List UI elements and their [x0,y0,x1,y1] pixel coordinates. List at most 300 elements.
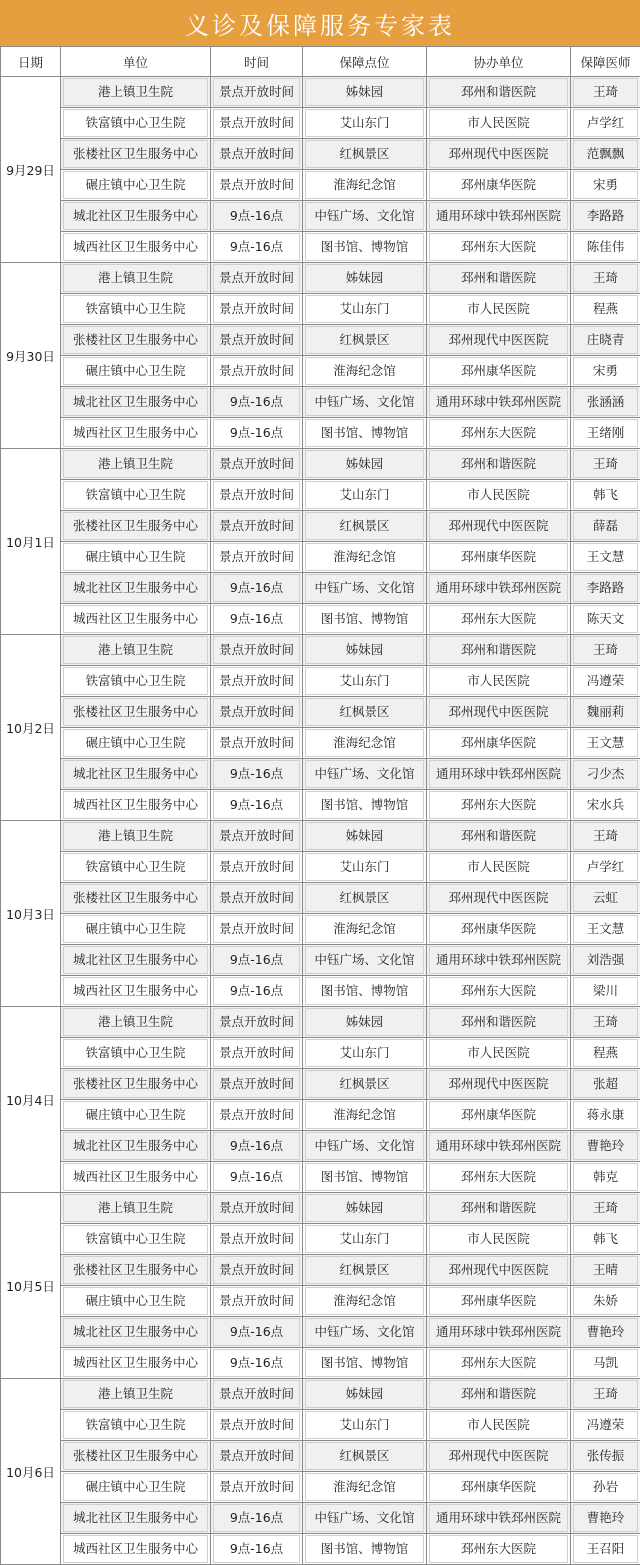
unit-cell-text: 城北社区卫生服务中心 [63,574,208,602]
partner-cell-text: 邳州和谐医院 [429,450,568,478]
time-cell-text: 景点开放时间 [213,512,300,540]
partner-cell [427,1348,571,1379]
time-cell-text: 景点开放时间 [213,171,300,199]
doctor-cell [571,635,640,666]
unit-cell [61,1379,211,1410]
partner-cell [427,1441,571,1472]
location-cell-text: 淮海纪念馆 [305,171,424,199]
unit-cell-text: 碾庄镇中心卫生院 [63,729,208,757]
doctor-cell-text: 魏丽莉 [573,698,638,726]
time-cell [211,759,303,790]
partner-cell [427,1472,571,1503]
table-row [1,821,640,852]
doctor-cell-text: 程燕 [573,295,638,323]
unit-cell-text: 城西社区卫生服务中心 [63,1535,208,1563]
doctor-cell [571,1379,640,1410]
unit-cell-text: 城北社区卫生服务中心 [63,760,208,788]
unit-cell [61,945,211,976]
location-cell-text: 红枫景区 [305,884,424,912]
doctor-cell [571,1286,640,1317]
unit-cell [61,232,211,263]
unit-cell [61,1131,211,1162]
unit-cell [61,573,211,604]
table-row [1,666,640,697]
location-cell-text: 淮海纪念馆 [305,357,424,385]
unit-cell-text: 碾庄镇中心卫生院 [63,543,208,571]
time-cell-text: 景点开放时间 [213,140,300,168]
location-cell-text: 图书馆、博物馆 [305,1535,424,1563]
partner-cell [427,170,571,201]
unit-cell [61,1038,211,1069]
partner-cell [427,232,571,263]
time-cell [211,604,303,635]
location-cell-text: 姊妹园 [305,1194,424,1222]
location-cell [303,604,427,635]
unit-cell [61,418,211,449]
doctor-cell-text: 冯遵荣 [573,1411,638,1439]
unit-cell [61,1100,211,1131]
location-cell-text: 淮海纪念馆 [305,915,424,943]
partner-cell [427,77,571,108]
time-cell [211,728,303,759]
doctor-cell-text: 陈天文 [573,605,638,633]
unit-cell [61,728,211,759]
unit-cell [61,511,211,542]
location-cell [303,790,427,821]
unit-cell [61,263,211,294]
time-cell [211,573,303,604]
time-cell [211,790,303,821]
partner-cell [427,511,571,542]
doctor-cell [571,542,640,573]
location-cell [303,139,427,170]
time-cell [211,449,303,480]
table-row [1,356,640,387]
partner-cell-text: 市人民医院 [429,1225,568,1253]
location-cell-text: 艾山东门 [305,109,424,137]
unit-cell-text: 港上镇卫生院 [63,1380,208,1408]
partner-cell-text: 邳州东大医院 [429,419,568,447]
partner-cell-text: 邳州现代中医医院 [429,884,568,912]
time-cell-text: 景点开放时间 [213,1411,300,1439]
time-cell [211,1472,303,1503]
partner-cell-text: 通用环球中铁邳州医院 [429,202,568,230]
doctor-cell [571,1007,640,1038]
location-cell [303,945,427,976]
location-cell [303,1441,427,1472]
doctor-cell [571,201,640,232]
location-cell [303,821,427,852]
schedule-body [1,77,640,1565]
schedule-table [0,46,640,1565]
doctor-cell [571,1348,640,1379]
unit-cell [61,1441,211,1472]
doctor-cell-text: 王晴 [573,1256,638,1284]
page-title: 义诊及保障服务专家表 [0,0,640,46]
partner-cell-text: 邳州现代中医医院 [429,512,568,540]
doctor-cell [571,1472,640,1503]
partner-cell [427,1286,571,1317]
partner-cell [427,728,571,759]
unit-cell-text: 城北社区卫生服务中心 [63,1132,208,1160]
partner-cell-text: 通用环球中铁邳州医院 [429,1318,568,1346]
location-cell-text: 艾山东门 [305,1225,424,1253]
partner-cell [427,1162,571,1193]
table-row [1,759,640,790]
location-cell [303,449,427,480]
time-cell-text: 景点开放时间 [213,357,300,385]
unit-cell-text: 城西社区卫生服务中心 [63,1163,208,1191]
unit-cell [61,1503,211,1534]
location-cell-text: 红枫景区 [305,1442,424,1470]
unit-cell-text: 张楼社区卫生服务中心 [63,1442,208,1470]
partner-cell [427,1255,571,1286]
doctor-cell [571,263,640,294]
time-cell-text: 9点-16点 [213,1535,300,1563]
time-cell-text: 9点-16点 [213,233,300,261]
date-cell: 9月30日 [1,263,61,449]
partner-cell [427,1038,571,1069]
time-cell-text: 景点开放时间 [213,915,300,943]
time-cell-text: 景点开放时间 [213,729,300,757]
partner-cell-text: 通用环球中铁邳州医院 [429,946,568,974]
location-cell-text: 中钰广场、文化馆 [305,1318,424,1346]
table-row [1,1255,640,1286]
unit-cell [61,1193,211,1224]
partner-cell [427,139,571,170]
time-cell [211,883,303,914]
location-cell [303,759,427,790]
table-row [1,1534,640,1565]
unit-cell-text: 城西社区卫生服务中心 [63,233,208,261]
time-cell-text: 景点开放时间 [213,295,300,323]
partner-cell-text: 邳州现代中医医院 [429,1256,568,1284]
time-cell-text: 9点-16点 [213,1318,300,1346]
unit-cell-text: 铁富镇中心卫生院 [63,667,208,695]
partner-cell-text: 市人民医院 [429,853,568,881]
table-row [1,1193,640,1224]
unit-cell-text: 铁富镇中心卫生院 [63,1411,208,1439]
doctor-cell-text: 曹艳玲 [573,1318,638,1346]
unit-cell [61,1069,211,1100]
doctor-cell-text: 王琦 [573,636,638,664]
time-cell [211,1100,303,1131]
date-cell: 10月4日 [1,1007,61,1193]
location-cell-text: 图书馆、博物馆 [305,977,424,1005]
unit-cell [61,852,211,883]
time-cell-text: 景点开放时间 [213,450,300,478]
time-cell-text: 9点-16点 [213,1132,300,1160]
unit-cell-text: 铁富镇中心卫生院 [63,853,208,881]
unit-cell [61,1534,211,1565]
unit-cell-text: 城北社区卫生服务中心 [63,946,208,974]
location-cell [303,666,427,697]
location-cell [303,1472,427,1503]
doctor-cell-text: 韩克 [573,1163,638,1191]
unit-cell-text: 城西社区卫生服务中心 [63,977,208,1005]
time-cell-text: 9点-16点 [213,1504,300,1532]
table-row [1,728,640,759]
location-cell-text: 姊妹园 [305,1008,424,1036]
partner-cell-text: 市人民医院 [429,1411,568,1439]
doctor-cell [571,821,640,852]
table-row [1,139,640,170]
doctor-cell-text: 王文慧 [573,543,638,571]
partner-cell-text: 邳州东大医院 [429,1163,568,1191]
partner-cell-text: 邳州和谐医院 [429,1008,568,1036]
unit-cell-text: 碾庄镇中心卫生院 [63,357,208,385]
unit-cell [61,139,211,170]
unit-cell [61,697,211,728]
table-row [1,945,640,976]
time-cell-text: 景点开放时间 [213,1442,300,1470]
location-cell [303,1534,427,1565]
time-cell-text: 景点开放时间 [213,1473,300,1501]
partner-cell [427,759,571,790]
doctor-cell-text: 宋勇 [573,171,638,199]
time-cell [211,945,303,976]
partner-cell [427,666,571,697]
time-cell [211,387,303,418]
unit-cell [61,449,211,480]
location-cell-text: 淮海纪念馆 [305,1473,424,1501]
doctor-cell [571,573,640,604]
table-row [1,511,640,542]
partner-cell [427,883,571,914]
header-date: 日期 [1,47,61,77]
unit-cell [61,325,211,356]
location-cell [303,294,427,325]
header-doctor: 保障医师 [571,47,640,77]
location-cell [303,573,427,604]
location-cell [303,356,427,387]
unit-cell-text: 碾庄镇中心卫生院 [63,1287,208,1315]
time-cell [211,635,303,666]
doctor-cell-text: 程燕 [573,1039,638,1067]
partner-cell-text: 邳州康华医院 [429,357,568,385]
time-cell [211,1162,303,1193]
partner-cell-text: 市人民医院 [429,1039,568,1067]
time-cell [211,1286,303,1317]
doctor-cell [571,1317,640,1348]
location-cell-text: 红枫景区 [305,1256,424,1284]
unit-cell [61,883,211,914]
location-cell-text: 中钰广场、文化馆 [305,574,424,602]
table-row [1,914,640,945]
doctor-cell-text: 王琦 [573,1194,638,1222]
time-cell-text: 景点开放时间 [213,1287,300,1315]
location-cell-text: 姊妹园 [305,450,424,478]
location-cell [303,1007,427,1038]
unit-cell-text: 城西社区卫生服务中心 [63,605,208,633]
unit-cell-text: 张楼社区卫生服务中心 [63,1256,208,1284]
location-cell-text: 中钰广场、文化馆 [305,946,424,974]
partner-cell-text: 邳州康华医院 [429,1287,568,1315]
unit-cell [61,1472,211,1503]
location-cell [303,1069,427,1100]
time-cell-text: 9点-16点 [213,605,300,633]
table-row [1,1100,640,1131]
unit-cell-text: 张楼社区卫生服务中心 [63,1070,208,1098]
doctor-cell-text: 庄晓青 [573,326,638,354]
unit-cell-text: 张楼社区卫生服务中心 [63,512,208,540]
doctor-cell [571,1131,640,1162]
partner-cell [427,914,571,945]
partner-cell [427,263,571,294]
date-cell: 10月1日 [1,449,61,635]
time-cell-text: 9点-16点 [213,202,300,230]
time-cell [211,108,303,139]
partner-cell-text: 邳州东大医院 [429,233,568,261]
partner-cell-text: 市人民医院 [429,295,568,323]
unit-cell [61,1348,211,1379]
unit-cell-text: 铁富镇中心卫生院 [63,1039,208,1067]
doctor-cell-text: 李路路 [573,574,638,602]
unit-cell [61,1162,211,1193]
header-time: 时间 [211,47,303,77]
partner-cell [427,480,571,511]
partner-cell-text: 邳州东大医院 [429,605,568,633]
partner-cell [427,325,571,356]
unit-cell-text: 港上镇卫生院 [63,1008,208,1036]
time-cell [211,852,303,883]
partner-cell [427,108,571,139]
unit-cell-text: 港上镇卫生院 [63,636,208,664]
unit-cell-text: 港上镇卫生院 [63,450,208,478]
unit-cell [61,759,211,790]
doctor-cell [571,480,640,511]
unit-cell [61,542,211,573]
time-cell-text: 9点-16点 [213,388,300,416]
doctor-cell [571,604,640,635]
partner-cell [427,1224,571,1255]
partner-cell-text: 邳州东大医院 [429,791,568,819]
time-cell [211,1007,303,1038]
unit-cell-text: 铁富镇中心卫生院 [63,1225,208,1253]
partner-cell-text: 通用环球中铁邳州医院 [429,574,568,602]
partner-cell [427,387,571,418]
partner-cell-text: 邳州康华医院 [429,543,568,571]
table-row [1,232,640,263]
table-row [1,852,640,883]
doctor-cell [571,1441,640,1472]
doctor-cell-text: 云虹 [573,884,638,912]
doctor-cell-text: 王琦 [573,1380,638,1408]
unit-cell [61,1255,211,1286]
time-cell [211,542,303,573]
doctor-cell [571,1255,640,1286]
partner-cell-text: 邳州和谐医院 [429,1380,568,1408]
partner-cell [427,945,571,976]
time-cell-text: 景点开放时间 [213,884,300,912]
location-cell [303,1224,427,1255]
table-row [1,1348,640,1379]
unit-cell [61,976,211,1007]
location-cell-text: 艾山东门 [305,481,424,509]
time-cell-text: 景点开放时间 [213,1256,300,1284]
partner-cell-text: 邳州现代中医医院 [429,1442,568,1470]
table-row [1,77,640,108]
partner-cell-text: 市人民医院 [429,667,568,695]
location-cell-text: 红枫景区 [305,326,424,354]
partner-cell-text: 邳州东大医院 [429,977,568,1005]
doctor-cell-text: 韩飞 [573,1225,638,1253]
doctor-cell [571,666,640,697]
location-cell [303,480,427,511]
location-cell [303,108,427,139]
time-cell [211,1255,303,1286]
doctor-cell [571,1503,640,1534]
time-cell [211,697,303,728]
unit-cell-text: 港上镇卫生院 [63,78,208,106]
table-row [1,1069,640,1100]
location-cell-text: 图书馆、博物馆 [305,1349,424,1377]
location-cell [303,1131,427,1162]
doctor-cell-text: 张超 [573,1070,638,1098]
time-cell-text: 景点开放时间 [213,1101,300,1129]
doctor-cell [571,976,640,1007]
time-cell-text: 景点开放时间 [213,78,300,106]
time-cell [211,356,303,387]
partner-cell [427,976,571,1007]
unit-cell-text: 碾庄镇中心卫生院 [63,915,208,943]
time-cell-text: 景点开放时间 [213,1380,300,1408]
time-cell-text: 9点-16点 [213,574,300,602]
time-cell-text: 景点开放时间 [213,481,300,509]
partner-cell [427,821,571,852]
time-cell-text: 景点开放时间 [213,698,300,726]
doctor-cell [571,232,640,263]
time-cell [211,77,303,108]
location-cell [303,511,427,542]
time-cell [211,666,303,697]
time-cell [211,1503,303,1534]
partner-cell-text: 邳州康华医院 [429,915,568,943]
doctor-cell [571,449,640,480]
unit-cell [61,666,211,697]
location-cell [303,1503,427,1534]
date-cell: 10月5日 [1,1193,61,1379]
unit-cell-text: 张楼社区卫生服务中心 [63,884,208,912]
time-cell-text: 9点-16点 [213,1163,300,1191]
location-cell [303,635,427,666]
time-cell-text: 景点开放时间 [213,543,300,571]
location-cell-text: 艾山东门 [305,1039,424,1067]
table-row [1,697,640,728]
location-cell [303,728,427,759]
doctor-cell-text: 卢学红 [573,109,638,137]
partner-cell [427,1007,571,1038]
location-cell-text: 艾山东门 [305,667,424,695]
partner-cell [427,604,571,635]
table-row [1,1410,640,1441]
doctor-cell-text: 朱娇 [573,1287,638,1315]
doctor-cell-text: 冯遵荣 [573,667,638,695]
time-cell-text: 景点开放时间 [213,853,300,881]
partner-cell [427,449,571,480]
doctor-cell-text: 宋水兵 [573,791,638,819]
doctor-cell-text: 卢学红 [573,853,638,881]
unit-cell-text: 张楼社区卫生服务中心 [63,326,208,354]
header-location: 保障点位 [303,47,427,77]
doctor-cell [571,294,640,325]
table-row [1,1007,640,1038]
unit-cell [61,294,211,325]
table-row [1,108,640,139]
location-cell-text: 中钰广场、文化馆 [305,1504,424,1532]
doctor-cell [571,697,640,728]
partner-cell [427,635,571,666]
